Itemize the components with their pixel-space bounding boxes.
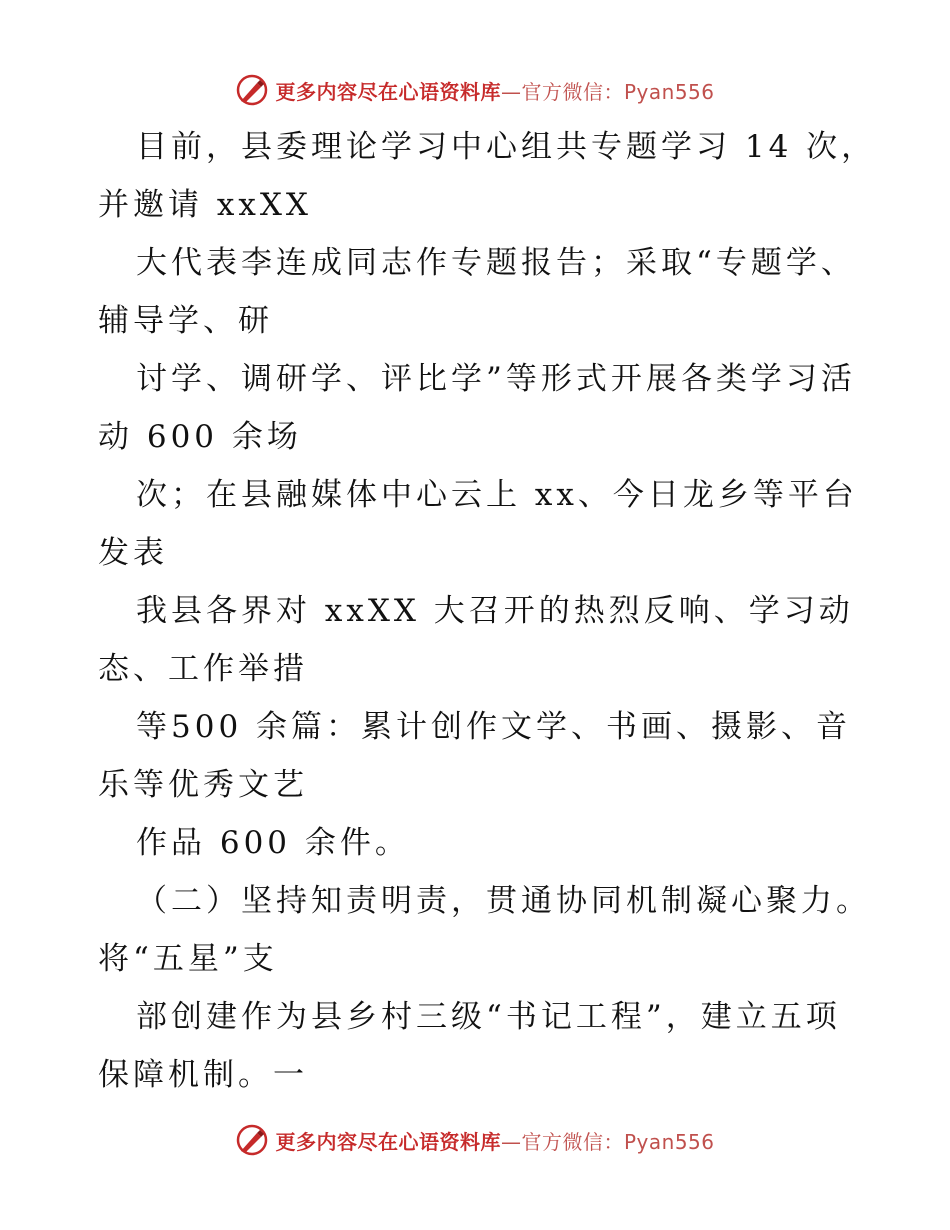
text-line: 辅导学、研: [98, 303, 273, 339]
text-line: 发表: [98, 535, 168, 571]
text-line: 我县各界对 xxXX 大召开的热烈反响、学习动: [136, 593, 854, 629]
text-line: 目前，县委理论学习中心组共专题学习 14 次，: [136, 129, 877, 165]
footer-separator: —: [500, 1129, 522, 1154]
section-heading-line: （二）坚持知责明责，贯通协同机制凝心聚力。: [136, 883, 871, 919]
text-line: 次；在县融媒体中心云上 xx、今日龙乡等平台: [136, 477, 858, 513]
footer-banner: [0, 1120, 950, 1160]
footer-official-label: 官方微信：: [521, 1129, 624, 1154]
footer-text: [275, 1126, 714, 1155]
text-line: 作品 600 余件。: [136, 825, 410, 861]
text-line: 讨学、调研学、评比学”等形式开展各类学习活: [136, 361, 856, 397]
header-banner: [0, 70, 950, 110]
header-separator: —: [500, 79, 522, 104]
text-line: 等500 余篇：累计创作文学、书画、摄影、音: [136, 709, 852, 745]
document-body: [98, 118, 888, 1104]
header-official-label: 官方微信：: [521, 79, 624, 104]
text-line: 部创建作为县乡村三级“书记工程”，建立五项: [136, 999, 841, 1035]
text-line: 动 600 余场: [98, 419, 302, 455]
text-line: 大代表李连成同志作专题报告；采取“专题学、: [136, 245, 856, 281]
header-text: [275, 76, 714, 105]
text-line: 并邀请 xxXX: [98, 187, 312, 223]
text-line: 乐等优秀文艺: [98, 767, 308, 803]
text-line: 保障机制。一: [98, 1057, 308, 1093]
header-wechat-id: Pyan556: [623, 79, 715, 104]
header-brand: 更多内容尽在心语资料库: [275, 79, 501, 104]
text-line: 态、工作举措: [98, 651, 308, 687]
pen-logo-icon: [235, 1123, 269, 1157]
footer-wechat-id: Pyan556: [623, 1129, 715, 1154]
pen-logo-icon: [235, 73, 269, 107]
text-line: 将“五星”支: [98, 941, 278, 977]
footer-brand: 更多内容尽在心语资料库: [275, 1129, 501, 1154]
